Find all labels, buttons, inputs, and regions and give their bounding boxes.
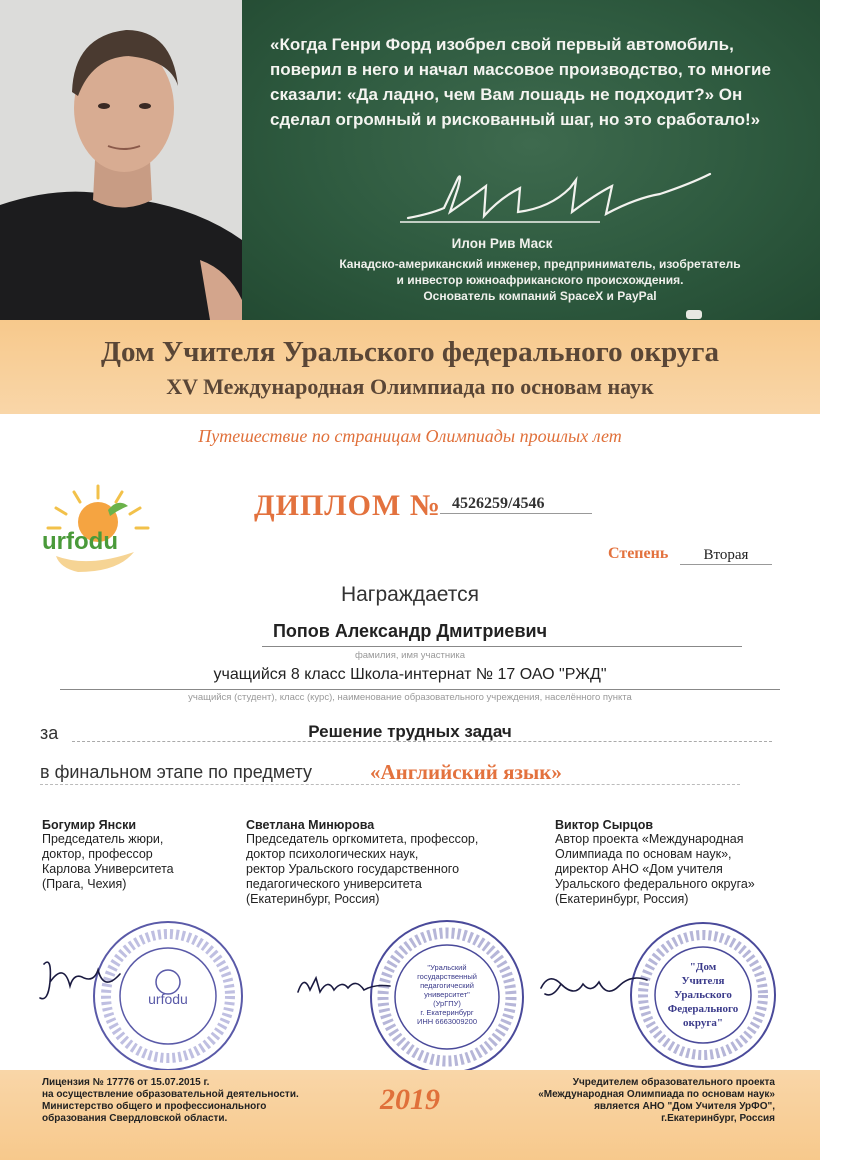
signatory-line: директор АНО «Дом учителя: [555, 862, 723, 876]
stamp-line: Учителя: [681, 975, 725, 987]
subject-name: «Английский язык»: [370, 760, 562, 784]
awarded-label: Награждается: [340, 583, 480, 606]
stamp-line: Федерального: [667, 1003, 739, 1015]
author-name: Илон Рив Маск: [451, 236, 553, 251]
signatory-line: Карлова Университета: [42, 862, 174, 876]
stamp-line: педагогический: [420, 981, 474, 990]
olympiad-title: XV Международная Олимпиада по основам наук: [166, 374, 654, 399]
signatory-line: доктор, профессор: [42, 847, 153, 861]
subtitle: Путешествие по страницам Олимпиады прошлых лет: [198, 426, 622, 446]
handwritten-signature: [34, 952, 124, 1008]
stamp-line: государственный: [417, 972, 477, 981]
stamp-logo-text: urfodu: [148, 991, 188, 1007]
org-title: Дом Учителя Уральского федерального округа: [101, 336, 719, 368]
recipient-name: Попов Александр Дмитриевич: [272, 621, 548, 641]
signatory-name: Светлана Минюрова: [246, 818, 375, 832]
signatory-name: Богумир Янски: [42, 818, 137, 832]
divider: [40, 784, 740, 785]
author-desc-line: и инвестор южноафриканского происхождения.: [396, 273, 684, 287]
stamp-line: округа": [683, 1017, 723, 1029]
founder-line: является АНО "Дом Учителя УрФО",: [594, 1101, 775, 1112]
diploma-number: 4526259/4546: [440, 495, 592, 514]
degree-label: Степень: [608, 545, 669, 562]
signatory-line: педагогического университета: [246, 877, 422, 891]
signatory-line: (Екатеринбург, Россия): [555, 892, 689, 906]
stamp-line: Уральского: [674, 989, 732, 1001]
license-line: Министерство общего и профессионального: [42, 1101, 267, 1112]
signatory-line: Автор проекта «Международная: [555, 832, 744, 846]
license-line: на осуществление образовательной деятельности.: [42, 1089, 299, 1100]
signatory-line: (Прага, Чехия): [42, 877, 127, 891]
author-description: [300, 256, 780, 304]
handwritten-signature: [535, 964, 655, 1010]
recipient-hint: фамилия, имя участника: [354, 650, 466, 661]
signatory-jury-chair: [42, 818, 242, 892]
founder-info: [520, 1077, 775, 1125]
signatory-line: Олимпиада по основам наук»,: [555, 847, 732, 861]
divider: [262, 646, 742, 647]
stamp-line: "Дом: [689, 961, 717, 973]
final-stage-label: в финальном этапе по предмету: [40, 762, 313, 782]
founder-line: «Международная Олимпиада по основам наук»: [538, 1089, 775, 1100]
signatory-project-author: [555, 818, 795, 907]
student-info: учащийся 8 класс Школа-интернат № 17 ОАО "РЖД": [213, 666, 607, 683]
year: 2019: [380, 1083, 440, 1116]
stamp-line: университет": [424, 990, 470, 999]
signatory-line: Председатель оргкомитета, профессор,: [246, 832, 479, 846]
chalk-eraser: [686, 310, 702, 319]
founder-line: г.Екатеринбург, Россия: [661, 1113, 775, 1124]
urfodu-logo: [38, 476, 158, 580]
stamp-line: г. Екатеринбург: [420, 1008, 474, 1017]
author-desc-line: Канадско-американский инженер, предприниматель, изобретатель: [339, 257, 741, 271]
signatory-line: (Екатеринбург, Россия): [246, 892, 380, 906]
achievement: Решение трудных задач: [308, 722, 512, 741]
signatory-line: ректор Уральского государственного: [246, 862, 460, 876]
signatory-line: Уральского федерального округа»: [555, 877, 755, 891]
signatory-orgcom-chair: [246, 818, 526, 907]
student-hint: учащийся (студент), класс (курс), наименование образовательного учреждения, населённого пункта: [188, 692, 632, 703]
portrait-illustration: [0, 0, 242, 320]
founder-line: Учредителем образовательного проекта: [572, 1077, 775, 1088]
for-label: за: [40, 723, 59, 743]
stamp-line: "Уральский: [427, 963, 467, 972]
license-line: образования Свердловской области.: [42, 1113, 228, 1124]
stamp-line: (УрГПУ): [433, 999, 461, 1008]
signatory-line: Председатель жюри,: [42, 832, 164, 846]
license-line: Лицензия № 17776 от 15.07.2015 г.: [42, 1077, 210, 1088]
signatory-line: доктор психологических наук,: [246, 847, 419, 861]
logo-text: urfodu: [42, 528, 118, 555]
stamp-line: ИНН 6663009200: [416, 1017, 478, 1026]
author-desc-line: Основатель компаний SpaceX и PayPal: [423, 289, 657, 303]
degree-value: Вторая: [680, 547, 772, 565]
divider: [60, 689, 780, 690]
author-signature: [400, 168, 720, 230]
handwritten-signature: [294, 964, 394, 1004]
quote-text: «Когда Генри Форд изобрел свой первый автомобиль, поверил в него и начал массовое производство, то многие сказали: «Да ладно, чем Вам лошадь не подходит?» Он сделал огромный и рискованный шаг, но это сработало!»: [270, 35, 771, 129]
signatory-name: Виктор Сырцов: [555, 818, 654, 832]
diploma-label: ДИПЛОМ №: [254, 489, 441, 522]
portrait-photo: [0, 0, 242, 320]
